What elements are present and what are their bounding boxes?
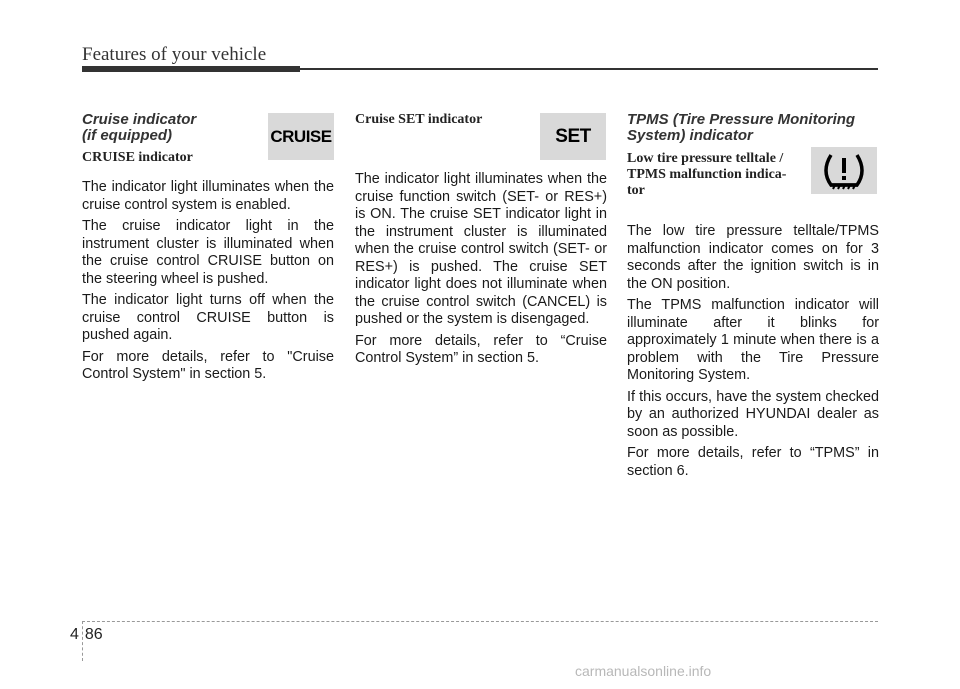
paragraph: For more details, refer to “TPMS” in section 6. xyxy=(627,445,879,479)
cruise-set-indicator-icon: SET xyxy=(540,113,606,160)
watermark: carmanualsonline.info xyxy=(575,663,712,679)
page-number-value: 86 xyxy=(84,626,103,643)
subhead-line: Low tire pressure telltale / xyxy=(627,151,784,166)
heading-line: TPMS (Tire Pressure Monitoring xyxy=(627,111,856,128)
paragraph: The cruise indicator light in the instrument cluster is illuminated when the cruise control CRUISE button on the steering wheel is pushed. xyxy=(82,218,334,287)
subhead-line: TPMS malfunction indica- xyxy=(627,167,787,182)
page-number xyxy=(70,626,103,644)
subhead-line: tor xyxy=(627,183,645,198)
subhead-tpms xyxy=(627,151,879,199)
cruise-indicator-icon: CRUISE xyxy=(268,113,334,160)
section-heading-cruise xyxy=(82,112,334,144)
heading-line: Cruise indicator xyxy=(82,111,197,128)
column-cruise-indicator xyxy=(82,112,334,388)
subhead-cruise-indicator: CRUISE indicator xyxy=(82,150,193,165)
heading-line: (if equipped) xyxy=(82,127,172,144)
column-cruise-set-indicator xyxy=(355,112,607,372)
paragraph: The indicator light illuminates when the cruise control system is enabled. xyxy=(82,179,334,213)
section-heading-tpms xyxy=(627,112,879,144)
column-tpms-indicator xyxy=(627,112,879,484)
paragraph: The TPMS malfunction indicator will illuminate after it blinks for approximately 1 minute when there is a problem with the Tire Pressure Monitoring System. xyxy=(627,297,879,383)
paragraph: For more details, refer to “Cruise Control System” in section 5. xyxy=(355,332,607,366)
subhead-cruise-set-indicator: Cruise SET indicator xyxy=(355,112,483,127)
paragraph: The indicator light illuminates when the cruise function switch (SET- or RES+) is ON. The cruise SET indicator light in the instrument cluster is illuminated when the cruise control switch (SET- or RES+) is pushed. The cruise SET indicator light does not illuminate when the cruise control switch (CANCEL) is pushed or the system is disengaged. xyxy=(355,171,607,327)
footer-rule xyxy=(82,621,878,622)
paragraph: If this occurs, have the system checked by an authorized HYUNDAI dealer as soon as possible. xyxy=(627,388,879,440)
page-header-title: Features of your vehicle xyxy=(82,44,267,65)
header-rule xyxy=(82,68,878,70)
heading-line: System) indicator xyxy=(627,127,753,144)
paragraph: The low tire pressure telltale/TPMS malfunction indicator comes on for 3 seconds after the ignition switch is in the ON position. xyxy=(627,223,879,292)
section-number: 4 xyxy=(70,626,79,643)
paragraph: For more details, refer to "Cruise Control System" in section 5. xyxy=(82,348,334,382)
paragraph: The indicator light turns off when the cruise control CRUISE button is pushed again. xyxy=(82,292,334,343)
